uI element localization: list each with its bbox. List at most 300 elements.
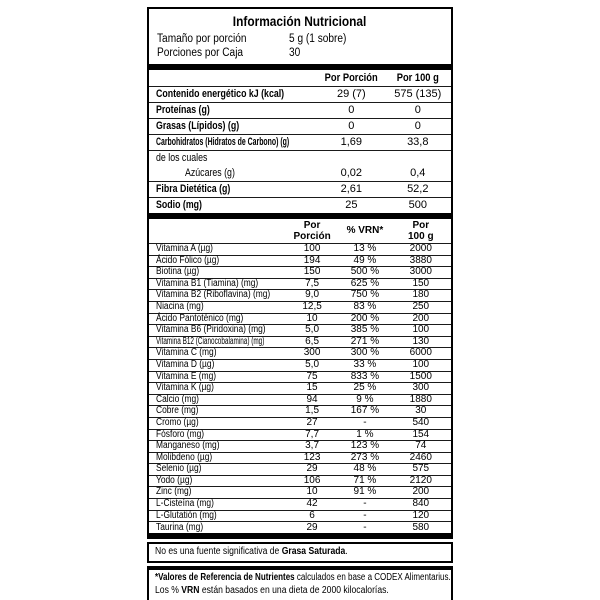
macro-row	[149, 87, 451, 103]
micro-row	[149, 429, 451, 441]
per-100g-value-text: 100	[412, 324, 430, 336]
nutrient-name-text: Vitamina K (µg)	[156, 382, 214, 394]
per-100g-value	[391, 290, 451, 302]
nutrient-name	[149, 290, 285, 302]
nutrient-name-text: Vitamina E (mg)	[156, 370, 217, 382]
no-significant-source-box	[147, 542, 453, 563]
per-portion-value-text: 100	[303, 243, 321, 254]
vrn-percent-value	[339, 301, 390, 313]
micro-header-pg-line2: 100 g	[408, 230, 434, 242]
nutrient-name-text: Manganeso (mg)	[156, 440, 220, 452]
nutrient-name-text: L-Cisteína (mg)	[156, 498, 214, 510]
per-100g-value-text: 52,2	[407, 183, 429, 195]
micro-row	[149, 464, 451, 476]
nutrient-name-text: Vitamina B2 (Riboflavina) (mg)	[156, 289, 271, 301]
nutrient-name	[149, 151, 318, 167]
per-100g-value-text: 300	[412, 382, 430, 394]
macro-row	[149, 151, 451, 167]
nutrient-name	[149, 135, 318, 151]
macro-row	[149, 182, 451, 198]
footnote-box	[147, 566, 453, 600]
micro-row	[149, 244, 451, 256]
per-portion-value-text: 25	[345, 199, 358, 211]
per-portion-value	[285, 429, 339, 441]
micro-row	[149, 499, 451, 511]
per-portion-value	[285, 394, 339, 406]
micro-row	[149, 383, 451, 395]
per-100g-value-text: 6000	[409, 347, 432, 359]
micro-row	[149, 255, 451, 267]
nutrient-name-text: Vitamina C (mg)	[156, 347, 217, 359]
micro-header-pp-line1: Por	[303, 220, 321, 231]
macro-header-per-portion	[318, 70, 384, 87]
nutrient-name-text: Vitamina B12 (Cianocobalamina) (mg)	[156, 335, 265, 347]
per-portion-value	[285, 475, 339, 487]
nutrition-label	[147, 7, 453, 600]
nutrient-name	[149, 255, 285, 267]
vrn-percent-value	[339, 429, 390, 441]
macro-nutrients-table	[149, 70, 451, 213]
micro-header-per-portion	[285, 219, 339, 244]
per-100g-value-text: 130	[412, 335, 430, 347]
nutrient-name-text: Molibdeno (µg)	[156, 451, 213, 463]
per-portion-value-text: 0	[348, 104, 355, 116]
nutrient-name	[149, 394, 285, 406]
vrn-percent-value-text: 71 %	[353, 474, 377, 486]
macro-row	[149, 135, 451, 151]
per-100g-value-text: 0	[414, 104, 421, 116]
per-100g-value	[391, 301, 451, 313]
per-100g-value	[391, 348, 451, 360]
vrn-percent-value	[339, 336, 390, 348]
nutrient-name	[149, 325, 285, 337]
micro-header-per-100g	[391, 219, 451, 244]
nutrient-name-text: Biotina (µg)	[156, 266, 200, 278]
nutrient-name-text: Cobre (mg)	[156, 405, 199, 417]
vrn-percent-value-text: 300 %	[350, 347, 380, 359]
per-100g-value-text: 3880	[409, 254, 432, 266]
vrn-percent-value	[339, 278, 390, 290]
per-portion-value-text: 123	[303, 451, 321, 463]
per-portion-value	[318, 87, 384, 103]
nutrient-name	[149, 429, 285, 441]
per-portion-value	[318, 151, 384, 167]
per-portion-value-text: 42	[306, 498, 318, 510]
per-portion-value-text: 29	[306, 463, 318, 475]
per-portion-value-text: 3,7	[305, 440, 320, 452]
vrn-percent-value	[339, 359, 390, 371]
nutrient-name	[149, 313, 285, 325]
vrn-percent-value	[339, 383, 390, 395]
per-100g-value-text: 575 (135)	[394, 88, 442, 100]
macro-header-per-100g	[385, 70, 451, 87]
nutrient-name-text: de los cuales	[156, 152, 208, 164]
micro-row	[149, 290, 451, 302]
micro-header-empty	[149, 219, 285, 244]
serving-size-label-text: Tamaño por porción	[157, 33, 247, 45]
per-portion-value	[285, 522, 339, 534]
micro-nutrients-table	[149, 219, 451, 533]
per-portion-value	[285, 325, 339, 337]
per-100g-value	[391, 475, 451, 487]
nutrient-name-text: Vitamina B6 (Piridoxina) (mg)	[156, 324, 266, 336]
per-portion-value	[285, 452, 339, 464]
no-source-prefix: No es una fuente significativa de	[155, 546, 282, 558]
micro-row	[149, 336, 451, 348]
nutrient-name-text: Contenido energético kJ (kcal)	[156, 88, 285, 100]
per-100g-value-text: 120	[412, 509, 430, 521]
per-portion-value	[285, 348, 339, 360]
per-portion-value	[285, 359, 339, 371]
per-100g-value-text: 1500	[409, 370, 432, 382]
per-100g-value	[391, 522, 451, 534]
per-100g-value-text: 250	[412, 300, 430, 312]
per-100g-value	[391, 406, 451, 418]
per-portion-value	[285, 406, 339, 418]
vrn-percent-value	[339, 406, 390, 418]
macro-row	[149, 119, 451, 135]
per-100g-value-text: 1880	[409, 393, 432, 405]
no-source-suffix: .	[345, 546, 348, 558]
nutrient-name	[149, 119, 318, 135]
micro-row	[149, 325, 451, 337]
per-100g-value	[391, 313, 451, 325]
micro-row	[149, 417, 451, 429]
micro-header-vrn-text: % VRN*	[346, 225, 384, 237]
per-portion-value-text: 2,61	[340, 183, 363, 195]
per-portion-value	[285, 417, 339, 429]
per-portion-value	[285, 510, 339, 522]
per-portion-value-text: 0,02	[340, 167, 363, 179]
per-portion-value-text: 300	[303, 347, 321, 359]
vrn-percent-value-text: 625 %	[350, 277, 380, 289]
per-100g-value	[391, 510, 451, 522]
per-portion-value-text: 6,5	[305, 335, 320, 347]
vrn-percent-value-text: 750 %	[350, 289, 380, 301]
nutrient-name-text: Vitamina D (µg)	[156, 358, 215, 370]
micro-row	[149, 267, 451, 279]
vrn-percent-value-text: 25 %	[353, 382, 377, 394]
per-portion-value-text: 9,0	[305, 289, 320, 301]
per-portion-value	[285, 441, 339, 453]
per-100g-value	[391, 429, 451, 441]
vrn-percent-value-text: 83 %	[353, 300, 377, 312]
per-portion-value-text: 6	[309, 509, 315, 521]
nutrient-name-text: Fibra Dietética (g)	[156, 183, 231, 195]
per-portion-value-text: 5,0	[305, 324, 320, 336]
per-100g-value	[391, 394, 451, 406]
vrn-percent-value	[339, 464, 390, 476]
micro-row	[149, 301, 451, 313]
per-portion-value	[285, 487, 339, 499]
micro-row	[149, 348, 451, 360]
nutrient-name	[149, 441, 285, 453]
per-portion-value	[318, 198, 384, 214]
per-portion-value	[285, 255, 339, 267]
vrn-percent-value-text: -	[363, 509, 367, 521]
per-portion-value	[285, 499, 339, 511]
vrn-percent-value	[339, 394, 390, 406]
label-title-text: Información Nutricional	[233, 13, 367, 29]
per-100g-value	[391, 452, 451, 464]
footnote-diet-prefix: Los %	[155, 584, 182, 596]
footnote-vrn-abbr: VRN	[181, 584, 200, 596]
vrn-percent-value	[339, 452, 390, 464]
micro-row	[149, 359, 451, 371]
vrn-percent-value-text: 500 %	[350, 266, 380, 278]
nutrient-name-text: Yodo (µg)	[156, 474, 193, 486]
per-portion-value-text: 75	[306, 370, 318, 382]
per-portion-value-text: 12,5	[302, 300, 322, 312]
servings-per-box-value	[289, 46, 443, 60]
per-portion-value-text: 150	[303, 266, 321, 278]
nutrient-name-text: Carbohidratos (Hidratos de Carbono) (g)	[156, 136, 290, 148]
per-100g-value	[391, 441, 451, 453]
nutrient-name	[149, 348, 285, 360]
per-portion-value	[285, 383, 339, 395]
per-100g-value-text: 2120	[409, 474, 432, 486]
nutrient-name-text: Niacina (mg)	[156, 300, 204, 312]
macro-header-row	[149, 70, 451, 87]
per-100g-value-text: 2000	[409, 243, 432, 254]
vrn-percent-value	[339, 371, 390, 383]
per-portion-value-text: 7,5	[305, 277, 320, 289]
per-100g-value-text: 200	[412, 312, 430, 324]
per-portion-value	[318, 103, 384, 119]
serving-size-value	[289, 32, 443, 46]
micro-header-vrn	[339, 219, 390, 244]
macro-header-per-portion-text: Por Porción	[324, 72, 378, 84]
nutrient-name	[149, 301, 285, 313]
nutrient-name	[149, 487, 285, 499]
nutrient-name-text: Sodio (mg)	[156, 199, 202, 211]
nutrient-name	[149, 336, 285, 348]
vrn-percent-value-text: 273 %	[350, 451, 380, 463]
serving-size-row	[157, 32, 443, 46]
micro-row	[149, 522, 451, 534]
per-100g-value	[385, 119, 451, 135]
no-source-bold: Grasa Saturada	[281, 546, 346, 558]
per-100g-value-text: 0	[414, 120, 421, 132]
per-portion-value-text: 10	[306, 312, 318, 324]
per-portion-value	[285, 290, 339, 302]
vrn-percent-value-text: 200 %	[350, 312, 380, 324]
per-100g-value	[391, 383, 451, 395]
micro-header-row	[149, 219, 451, 244]
vrn-percent-value	[339, 522, 390, 534]
micro-row	[149, 394, 451, 406]
nutrient-name	[149, 87, 318, 103]
per-100g-value-text: 200	[412, 486, 430, 498]
per-portion-value-text: 10	[306, 486, 318, 498]
per-portion-value-text: 194	[303, 254, 321, 266]
vrn-percent-value-text: 49 %	[353, 254, 377, 266]
nutrient-name-text: Vitamina A (µg)	[156, 243, 213, 254]
per-100g-value-text: 180	[412, 289, 430, 301]
nutrient-name-text: Selenio (µg)	[156, 463, 202, 475]
per-portion-value	[318, 135, 384, 151]
per-100g-value	[391, 336, 451, 348]
per-100g-value	[385, 103, 451, 119]
per-portion-value-text: 5,0	[305, 358, 320, 370]
micro-header-pp-line2: Porción	[293, 230, 331, 242]
per-portion-value	[285, 301, 339, 313]
per-portion-value-text: 94	[306, 393, 318, 405]
nutrient-name	[149, 510, 285, 522]
vrn-percent-value-text: -	[363, 416, 367, 428]
vrn-percent-value-text: -	[363, 498, 367, 510]
per-100g-value-text: 154	[412, 428, 430, 440]
nutrient-name	[149, 475, 285, 487]
per-100g-value	[385, 166, 451, 182]
per-100g-value	[391, 278, 451, 290]
micro-row	[149, 278, 451, 290]
no-significant-source-text	[155, 546, 348, 558]
serving-size-label	[157, 32, 289, 46]
per-100g-value	[391, 255, 451, 267]
micro-row	[149, 452, 451, 464]
micro-row	[149, 313, 451, 325]
nutrient-name-text: Vitamina B1 (Tiamina) (mg)	[156, 277, 259, 289]
vrn-percent-value-text: 91 %	[353, 486, 377, 498]
vrn-percent-value-text: 9 %	[356, 393, 374, 405]
per-100g-value-text: 840	[412, 498, 430, 510]
serving-size-value-text: 5 g (1 sobre)	[288, 33, 346, 45]
footnote-vrn-title: *Valores de Referencia de Nutrientes	[155, 572, 295, 584]
macro-header-empty	[149, 70, 318, 87]
per-100g-value	[391, 371, 451, 383]
nutrient-name	[149, 383, 285, 395]
nutrient-name-text: L-Glutatión (mg)	[156, 509, 217, 521]
nutrient-name	[149, 452, 285, 464]
micro-row	[149, 406, 451, 418]
footnote-line-2	[155, 585, 445, 598]
nutrient-name	[149, 522, 285, 534]
per-100g-value	[385, 198, 451, 214]
macro-row	[149, 103, 451, 119]
nutrient-name-text: Taurina (mg)	[156, 521, 204, 533]
per-100g-value	[391, 464, 451, 476]
nutrient-name	[149, 244, 285, 256]
vrn-percent-value	[339, 325, 390, 337]
vrn-percent-value-text: 167 %	[350, 405, 380, 417]
macro-table-body	[149, 87, 451, 214]
per-portion-value-text: 0	[348, 120, 355, 132]
footnote-diet-suffix: están basados en una dieta de 2000 kilocalorías.	[199, 584, 389, 596]
micro-row	[149, 487, 451, 499]
nutrient-name-text: Cromo (µg)	[156, 416, 199, 428]
macro-row	[149, 198, 451, 214]
per-100g-value-text: 2460	[409, 451, 432, 463]
vrn-percent-value-text: 1 %	[356, 428, 374, 440]
servings-per-box-label-text: Porciones por Caja	[157, 47, 244, 59]
nutrient-name-text: Azúcares (g)	[185, 167, 235, 179]
micro-row	[149, 371, 451, 383]
per-100g-value-text: 33,8	[407, 136, 429, 148]
per-portion-value	[285, 313, 339, 325]
vrn-percent-value-text: 385 %	[350, 324, 380, 336]
per-100g-value	[385, 87, 451, 103]
per-portion-value-text: 27	[306, 416, 318, 428]
vrn-percent-value	[339, 313, 390, 325]
vrn-percent-value-text: 123 %	[350, 440, 380, 452]
servings-per-box-label	[157, 46, 289, 60]
footnote-line-1	[155, 572, 451, 585]
nutrient-name	[149, 371, 285, 383]
per-100g-value	[391, 244, 451, 256]
micro-table-body	[149, 244, 451, 534]
per-100g-value-text: 74	[415, 440, 427, 452]
per-100g-value-text: 575	[412, 463, 430, 475]
nutrient-name	[149, 278, 285, 290]
nutrient-name-text: Grasas (Lípidos) (g)	[156, 120, 240, 132]
servings-per-box-value-text: 30	[288, 47, 300, 59]
micro-header-pg-line1: Por	[412, 220, 430, 231]
per-100g-value	[391, 499, 451, 511]
vrn-percent-value-text: 271 %	[350, 335, 380, 347]
per-portion-value-text: 29	[306, 521, 318, 533]
per-100g-value-text: 3000	[409, 266, 432, 278]
vrn-percent-value-text: 833 %	[350, 370, 380, 382]
nutrient-name-text: Ácido Pantoténico (mg)	[156, 312, 244, 324]
vrn-percent-value-text: -	[363, 521, 367, 533]
nutrient-name	[149, 406, 285, 418]
nutrient-name	[149, 166, 318, 182]
nutrient-name	[149, 417, 285, 429]
nutrient-name-text: Fósforo (mg)	[156, 428, 205, 440]
nutrient-name	[149, 267, 285, 279]
per-portion-value	[285, 244, 339, 256]
vrn-percent-value	[339, 290, 390, 302]
per-100g-value	[385, 182, 451, 198]
per-portion-value-text: 1,5	[305, 405, 320, 417]
per-100g-value	[391, 325, 451, 337]
serving-section	[149, 31, 451, 64]
servings-per-box-row	[157, 46, 443, 60]
per-100g-value	[385, 151, 451, 167]
nutrient-name	[149, 198, 318, 214]
per-100g-value-text: 100	[412, 358, 430, 370]
vrn-percent-value-text: 48 %	[353, 463, 377, 475]
per-portion-value-text: 15	[306, 382, 318, 394]
vrn-percent-value	[339, 244, 390, 256]
per-portion-value-text: 1,69	[340, 136, 363, 148]
per-portion-value-text: 7,7	[305, 428, 320, 440]
footnote-codex-text: calculados en base a CODEX Alimentarius.	[294, 572, 451, 584]
per-portion-value	[285, 278, 339, 290]
per-100g-value-text: 30	[415, 405, 427, 417]
micro-row	[149, 510, 451, 522]
per-portion-value-text: 106	[303, 474, 321, 486]
vrn-percent-value-text: 33 %	[353, 358, 377, 370]
per-portion-value	[285, 336, 339, 348]
per-portion-value	[318, 182, 384, 198]
nutrient-name-text: Calcio (mg)	[156, 393, 199, 405]
label-title	[149, 9, 451, 31]
vrn-percent-value	[339, 255, 390, 267]
nutrient-name-text: Ácido Fólico (µg)	[156, 254, 220, 266]
vrn-percent-value	[339, 417, 390, 429]
per-100g-value	[385, 135, 451, 151]
per-portion-value	[285, 371, 339, 383]
per-100g-value	[391, 417, 451, 429]
micro-row	[149, 441, 451, 453]
nutrient-name	[149, 359, 285, 371]
vrn-percent-value	[339, 348, 390, 360]
vrn-percent-value	[339, 475, 390, 487]
vrn-percent-value	[339, 267, 390, 279]
per-100g-value-text: 540	[412, 416, 430, 428]
